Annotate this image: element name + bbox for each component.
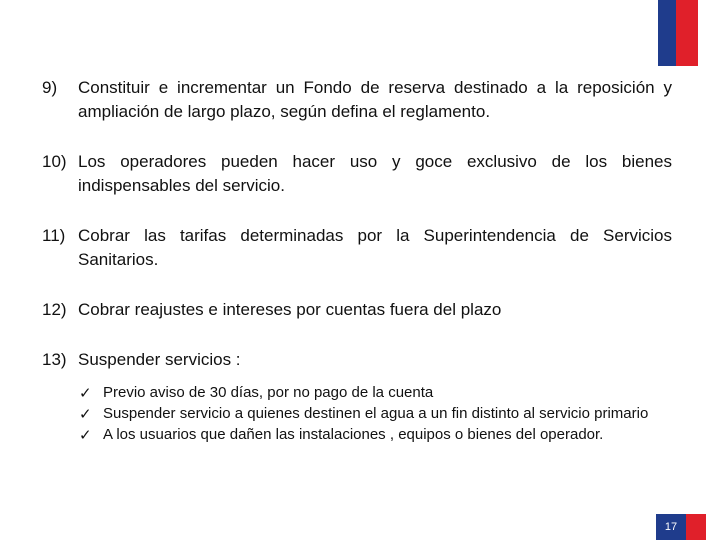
page-number-red-block	[686, 514, 706, 540]
checkmark-icon: ✓	[79, 384, 92, 402]
flag-logo	[658, 0, 698, 66]
item-number: 12)	[42, 300, 67, 319]
obligations-list	[40, 76, 672, 470]
item-text: Cobrar las tarifas determinadas por la Superintendencia de Servicios Sanitarios.	[78, 226, 672, 269]
checkmark-icon: ✓	[79, 405, 92, 423]
sub-item-text: Previo aviso de 30 días, por no pago de la cuenta	[103, 384, 434, 401]
item-text: Constituir e incrementar un Fondo de reserva destinado a la reposición y ampliación de largo plazo, según defina el reglamento.	[78, 78, 672, 121]
item-number: 9)	[42, 78, 58, 97]
list-item-12	[40, 298, 672, 322]
flag-red-stripe	[676, 0, 698, 66]
sub-item-text: A los usuarios que dañen las instalaciones , equipos o bienes del operador.	[103, 426, 604, 443]
item-number: 10)	[42, 152, 67, 171]
flag-blue-stripe	[658, 0, 676, 66]
list-item-11	[40, 224, 672, 272]
sub-list-item	[78, 426, 672, 444]
item-number: 11)	[42, 226, 66, 245]
page-number: 17	[656, 514, 686, 540]
sub-item-text: Suspender servicio a quienes destinen el agua a un fin distinto al servicio primario	[103, 405, 649, 422]
item-text: Los operadores pueden hacer uso y goce exclusivo de los bienes indispensables del servicio.	[78, 152, 672, 195]
sub-list	[78, 384, 672, 444]
checkmark-icon: ✓	[79, 426, 92, 444]
item-number: 13)	[42, 350, 67, 369]
list-item-9	[40, 76, 672, 124]
sub-list-item	[78, 405, 672, 423]
item-text: Suspender servicios :	[78, 350, 241, 369]
list-item-10	[40, 150, 672, 198]
list-item-13	[40, 348, 672, 444]
item-text: Cobrar reajustes e intereses por cuentas fuera del plazo	[78, 300, 502, 319]
sub-list-item	[78, 384, 672, 402]
